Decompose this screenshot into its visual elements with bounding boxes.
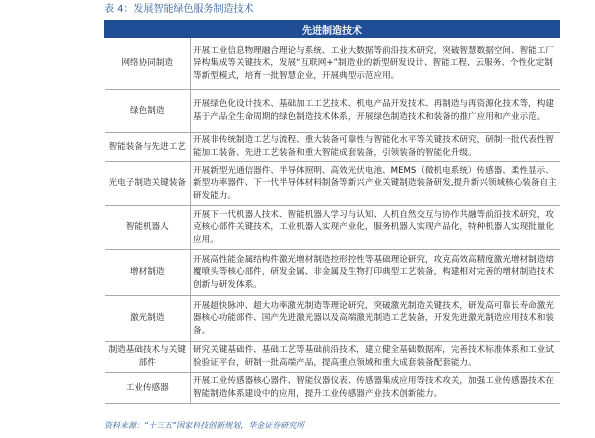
description-cell: 开展高性能金属结构件激光增材制造控形控性等基础理论研究，攻克高效高精度激光增材制造熔覆喷头等核心部件，研发金属、非金属及生物打印典型工艺装备，构建相对完善的增材制造技术创新与研发体系。 xyxy=(191,250,560,296)
description-cell: 开展非传统制造工艺与流程、重大装备可靠性与智能化水平等关键技术研究，研制一批代表性智能加工装备、先进工艺装备和重大智能成套装备，引领装备的智能化升级。 xyxy=(191,133,560,162)
category-cell: 工业传感器 xyxy=(105,373,191,404)
category-cell: 绿色制造 xyxy=(105,90,191,133)
description-cell: 开展新型光通信器件、半导体照明、高效光伏电池、MEMS（微机电系统）传感器、柔性显示、新型功率器件、下一代半导体材料制备等新兴产业关键制造装备研发,提升新兴领域核心装备自主研发能力。 xyxy=(191,162,560,206)
category-cell: 激光制造 xyxy=(105,296,191,342)
table-row xyxy=(105,133,560,162)
description-cell: 开展下一代机器人技术、智能机器人学习与认知、人机自然交互与协作共融等前沿技术研究，攻克核心部件关键技术，工业机器人实现产业化，服务机器人实现产品化，特种机器人实现批量化应用。 xyxy=(191,206,560,250)
category-cell: 增材制造 xyxy=(105,250,191,296)
description-cell: 开展工业传感器核心器件、智能仪器仪表、传感器集成应用等技术攻关，加强工业传感器技术在智能制造体系建设中的应用，提升工业传感器产业技术创新能力。 xyxy=(191,373,560,404)
source-note: 资料来源：“十三五”国家科技创新规划，华金证券研究所 xyxy=(104,421,305,430)
description-cell: 开展超快脉冲、超大功率激光制造等理论研究，突破激光制造关键技术，研发高可靠长寿命激光器核心功能部件、国产先进激光器以及高端激光制造工艺装备，开发先进激光制造应用技术和装备。 xyxy=(191,296,560,342)
table-row xyxy=(105,206,560,250)
table-row xyxy=(105,250,560,296)
table xyxy=(104,20,560,404)
table-row xyxy=(105,90,560,133)
table-caption: 表 4：发展智能绿色服务制造技术 xyxy=(104,4,254,15)
table-row xyxy=(105,162,560,206)
category-cell: 智能机器人 xyxy=(105,206,191,250)
description-cell: 开展绿色化设计技术、基础加工工艺技术、机电产品开发技术、再制造与再资源化技术等，构建基于产品全生命周期的绿色制造技术体系，开展绿色制造技术和装备的推广应用和产业示范。 xyxy=(191,90,560,133)
category-cell: 光电子制造关键装备 xyxy=(105,162,191,206)
group-header: 先进制造技术 xyxy=(105,21,560,38)
header-row xyxy=(105,21,560,38)
table-row xyxy=(105,38,560,90)
description-cell: 开展工业信息物理融合理论与系统、工业大数据等前沿技术研究，突破智慧数据空间、智能工厂异构集成等关键技术，发展“互联网+”制造业的新型研发设计、智能工程、云服务、个性化定制等新型模式，培育一批智慧企业，开展典型示范应用。 xyxy=(191,38,560,90)
category-cell: 制造基础技术与关键部件 xyxy=(105,342,191,373)
table-row xyxy=(105,373,560,404)
description-cell: 研究关键基础件、基础工艺等基础前沿技术，建立健全基础数据库，完善技术标准体系和工业试验验证平台，研制一批高端产品，提高重点领域和重大成套装备配套能力。 xyxy=(191,342,560,373)
category-cell: 网络协同制造 xyxy=(105,38,191,90)
table-row xyxy=(105,296,560,342)
technology-table xyxy=(104,20,559,404)
category-cell: 智能装备与先进工艺 xyxy=(105,133,191,162)
table-row xyxy=(105,342,560,373)
